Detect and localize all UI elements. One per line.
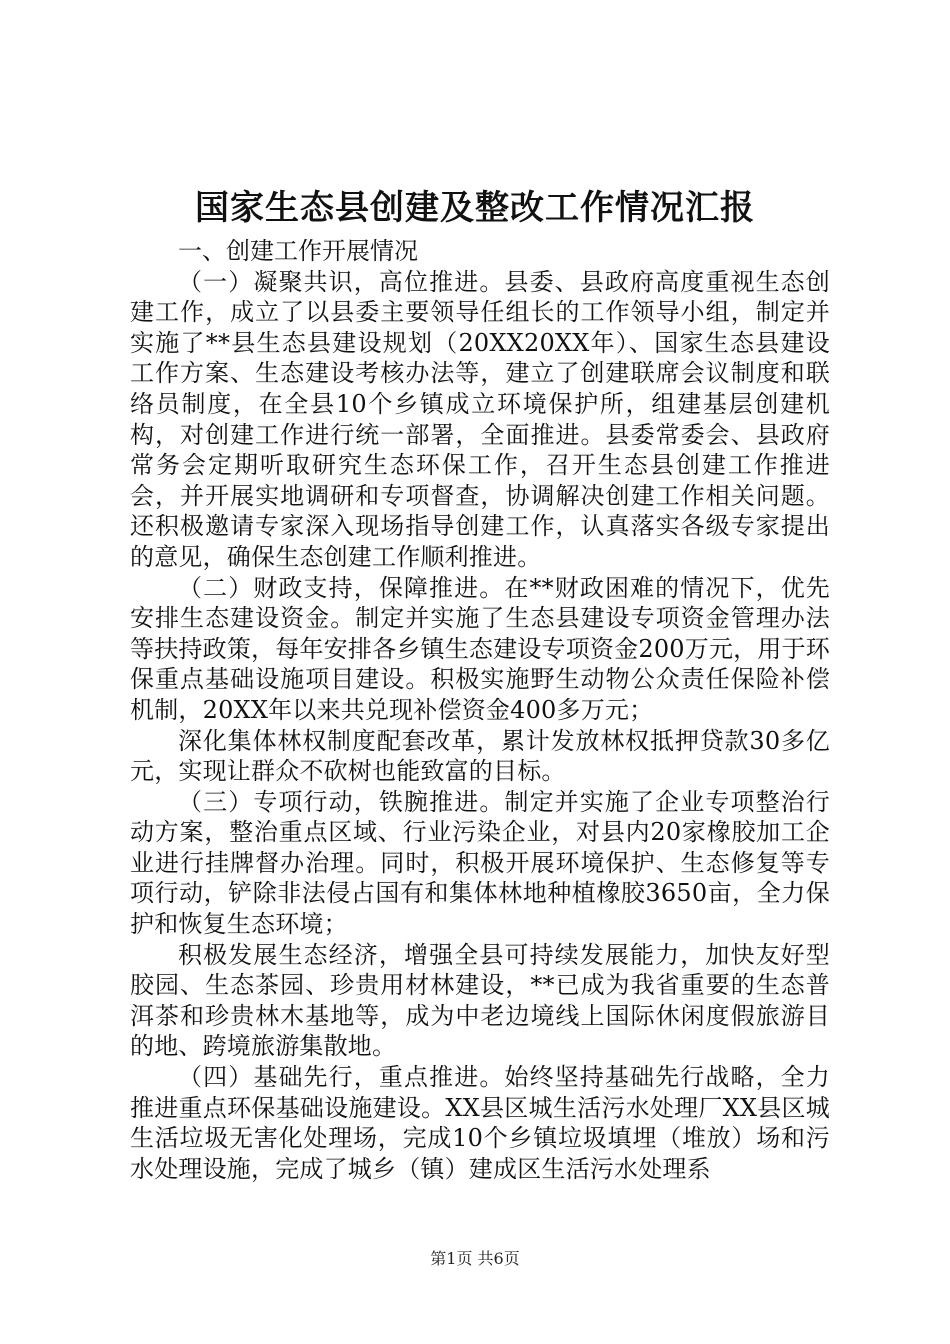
paragraph-2: （二）财政支持，保障推进。在**财政困难的情况下，优先安排生态建设资金。制定并实施了生态县建设专项资金管理办法等扶持政策，每年安排各乡镇生态建设专项资金200万元，用于环保重点基础设施项目建设。积极实施野生动物公众责任保险补偿机制，20XX年以来共兑现补偿资金400多万元； (130, 573, 830, 724)
paragraph-1: （一）凝聚共识，高位推进。县委、县政府高度重视生态创建工作，成立了以县委主要领导任组长的工作领导小组，制定并实施了**县生态县建设规划（20XX20XX年）、国家生态县建设工作方案、生态建设考核办法等，建立了创建联席会议制度和联络员制度，在全县10个乡镇成立环境保护所，组建基层创建机构，对创建工作进行统一部署，全面推进。县委常委会、县政府常务会定期听取研究生态环保工作，召开生态县创建工作推进会，并开展实地调研和专项督查，协调解决创建工作相关问题。还积极邀请专家深入现场指导创建工作，认真落实各级专家提出的意见，确保生态创建工作顺利推进。 (130, 267, 830, 571)
page-number-footer: 第1页 共6页 (430, 1249, 520, 1268)
paragraph-6: （四）基础先行，重点推进。始终坚持基础先行战略，全力推进重点环保基础设施建设。XX县区城生活污水处理厂XX县区城生活垃圾无害化处理场，完成10个乡镇垃圾填埋（堆放）场和污水处理设施，完成了城乡（镇）建成区生活污水处理系 (130, 1063, 830, 1183)
paragraph-5: 积极发展生态经济，增强全县可持续发展能力，加快友好型胶园、生态茶园、珍贵用材林建设，**已成为我省重要的生态普洱茶和珍贵林木基地等，成为中老边境线上国际休闲度假旅游目的地、跨境旅游集散地。 (130, 940, 830, 1061)
section-heading: 一、创建工作开展情况 (178, 237, 418, 265)
document-title: 国家生态县创建及整改工作情况汇报 (195, 188, 755, 228)
paragraph-4: （三）专项行动，铁腕推进。制定并实施了企业专项整治行动方案，整治重点区域、行业污染企业，对县内20家橡胶加工企业进行挂牌督办治理。同时，积极开展环境保护、生态修复等专项行动，铲除非法侵占国有和集体林地种植橡胶3650亩，全力保护和恢复生态环境； (130, 787, 830, 939)
document-body (130, 236, 830, 1184)
paragraph-3: 深化集体林权制度配套改革，累计发放林权抵押贷款30多亿元，实现让群众不砍树也能致富的目标。 (130, 726, 830, 786)
